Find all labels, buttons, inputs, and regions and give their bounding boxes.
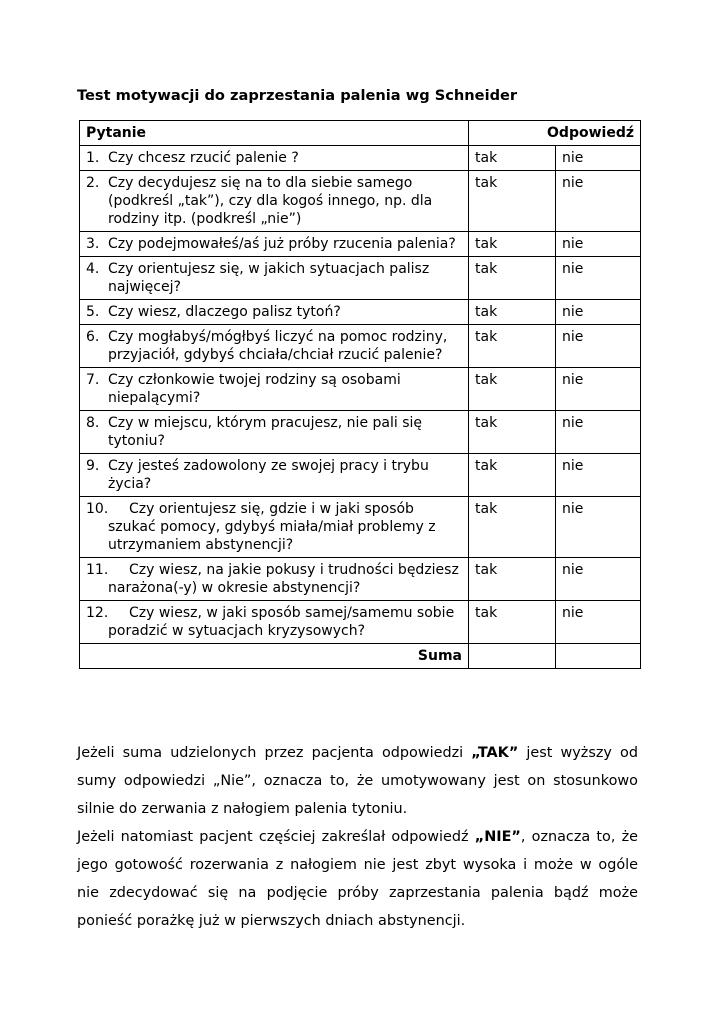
- question-number: 11.: [86, 562, 109, 578]
- question-number: 6.: [86, 329, 100, 345]
- paragraph-1-text-end: jest wyższy od sumy odpowiedzi „Nie”, oznacza to, że umotywowany jest on stosunkowo silnie do zerwania z nałogiem palenia tytoniu.: [77, 745, 638, 817]
- table-row: [80, 325, 641, 368]
- paragraph-1-emphasis: „TAK”: [471, 745, 519, 761]
- question-cell: [80, 558, 469, 601]
- sum-row: [80, 644, 641, 669]
- answer-no[interactable]: nie: [556, 454, 641, 497]
- paragraph-2-emphasis: „NIE”: [474, 829, 521, 845]
- table-header-row: [80, 121, 641, 146]
- answer-no[interactable]: nie: [556, 257, 641, 300]
- question-text: Czy orientujesz się, gdzie i w jaki sposób szukać pomocy, gdybyś miała/miał problemy z utrzymaniem abstynencji?: [108, 501, 436, 553]
- answer-yes[interactable]: tak: [469, 368, 556, 411]
- question-number: 10.: [86, 501, 109, 517]
- header-answer: Odpowiedź: [469, 121, 641, 146]
- question-cell: [80, 411, 469, 454]
- question-cell: [80, 232, 469, 257]
- document-title: Test motywacji do zaprzestania palenia wg Schneider: [77, 87, 518, 104]
- question-text: Czy w miejscu, którym pracujesz, nie pali się tytoniu?: [108, 415, 423, 449]
- question-cell: [80, 171, 469, 232]
- sum-label: Suma: [80, 644, 469, 669]
- answer-no[interactable]: nie: [556, 146, 641, 171]
- table-row: [80, 558, 641, 601]
- question-number: 8.: [86, 415, 100, 431]
- question-number: 12.: [86, 605, 109, 621]
- questionnaire-table: [79, 120, 641, 669]
- answer-no[interactable]: nie: [556, 325, 641, 368]
- question-number: 7.: [86, 372, 100, 388]
- question-text: Czy chcesz rzucić palenie ?: [108, 150, 299, 166]
- question-cell: [80, 368, 469, 411]
- question-number: 9.: [86, 458, 100, 474]
- question-number: 3.: [86, 236, 100, 252]
- table-row: [80, 232, 641, 257]
- question-text: Czy wiesz, w jaki sposób samej/samemu sobie poradzić w sytuacjach kryzysowych?: [108, 605, 455, 639]
- paragraph-2-text-start: Jeżeli natomiast pacjent częściej zakreślał odpowiedź: [77, 829, 475, 845]
- sum-yes-cell: [469, 644, 556, 669]
- answer-no[interactable]: nie: [556, 558, 641, 601]
- question-text: Czy orientujesz się, w jakich sytuacjach palisz najwięcej?: [108, 261, 430, 295]
- answer-no[interactable]: nie: [556, 411, 641, 454]
- table-row: [80, 497, 641, 558]
- question-cell: [80, 325, 469, 368]
- answer-no[interactable]: nie: [556, 300, 641, 325]
- paragraph-1-text-start: Jeżeli suma udzielonych przez pacjenta odpowiedzi: [77, 745, 472, 761]
- interpretation-paragraph-2: [77, 823, 638, 935]
- answer-yes[interactable]: tak: [469, 257, 556, 300]
- answer-yes[interactable]: tak: [469, 558, 556, 601]
- question-text: Czy jesteś zadowolony ze swojej pracy i trybu życia?: [108, 458, 429, 492]
- table-row: [80, 454, 641, 497]
- question-cell: [80, 257, 469, 300]
- question-text: Czy wiesz, dlaczego palisz tytoń?: [108, 304, 341, 320]
- paragraph-2-text-end: , oznacza to, że jego gotowość rozerwania z nałogiem nie jest zbyt wysoka i może w ogóle nie zdecydować się na podjęcie próby zaprzestania palenia bądź może ponieść porażkę już w pierwszych dniach abstynencji.: [77, 829, 639, 929]
- question-cell: [80, 146, 469, 171]
- question-text: Czy wiesz, na jakie pokusy i trudności będziesz narażona(-y) w okresie abstynencji?: [108, 562, 459, 596]
- question-text: Czy podejmowałeś/aś już próby rzucenia palenia?: [108, 236, 456, 252]
- question-cell: [80, 300, 469, 325]
- question-number: 1.: [86, 150, 100, 166]
- sum-no-cell: [556, 644, 641, 669]
- answer-no[interactable]: nie: [556, 171, 641, 232]
- answer-yes[interactable]: tak: [469, 497, 556, 558]
- table-row: [80, 368, 641, 411]
- header-question: Pytanie: [80, 121, 469, 146]
- table-row: [80, 601, 641, 644]
- question-cell: [80, 454, 469, 497]
- table-row: [80, 300, 641, 325]
- table-row: [80, 171, 641, 232]
- question-number: 4.: [86, 261, 100, 277]
- answer-yes[interactable]: tak: [469, 146, 556, 171]
- table-row: [80, 146, 641, 171]
- question-number: 2.: [86, 175, 100, 191]
- answer-yes[interactable]: tak: [469, 300, 556, 325]
- table-body: [80, 146, 641, 644]
- answer-no[interactable]: nie: [556, 368, 641, 411]
- table-row: [80, 257, 641, 300]
- question-cell: [80, 601, 469, 644]
- answer-no[interactable]: nie: [556, 497, 641, 558]
- answer-no[interactable]: nie: [556, 232, 641, 257]
- question-number: 5.: [86, 304, 100, 320]
- question-text: Czy członkowie twojej rodziny są osobami niepalącymi?: [108, 372, 401, 406]
- answer-yes[interactable]: tak: [469, 232, 556, 257]
- answer-yes[interactable]: tak: [469, 454, 556, 497]
- answer-no[interactable]: nie: [556, 601, 641, 644]
- interpretation-paragraph-1: [77, 739, 638, 823]
- answer-yes[interactable]: tak: [469, 411, 556, 454]
- table-row: [80, 411, 641, 454]
- question-text: Czy mogłabyś/mógłbyś liczyć na pomoc rodziny, przyjaciół, gdybyś chciała/chciał rzucić palenie?: [108, 329, 448, 363]
- answer-yes[interactable]: tak: [469, 171, 556, 232]
- answer-yes[interactable]: tak: [469, 601, 556, 644]
- question-cell: [80, 497, 469, 558]
- answer-yes[interactable]: tak: [469, 325, 556, 368]
- question-text: Czy decydujesz się na to dla siebie samego (podkreśl „tak”), czy dla kogoś innego, np. dla rodziny itp. (podkreśl „nie”): [108, 175, 433, 227]
